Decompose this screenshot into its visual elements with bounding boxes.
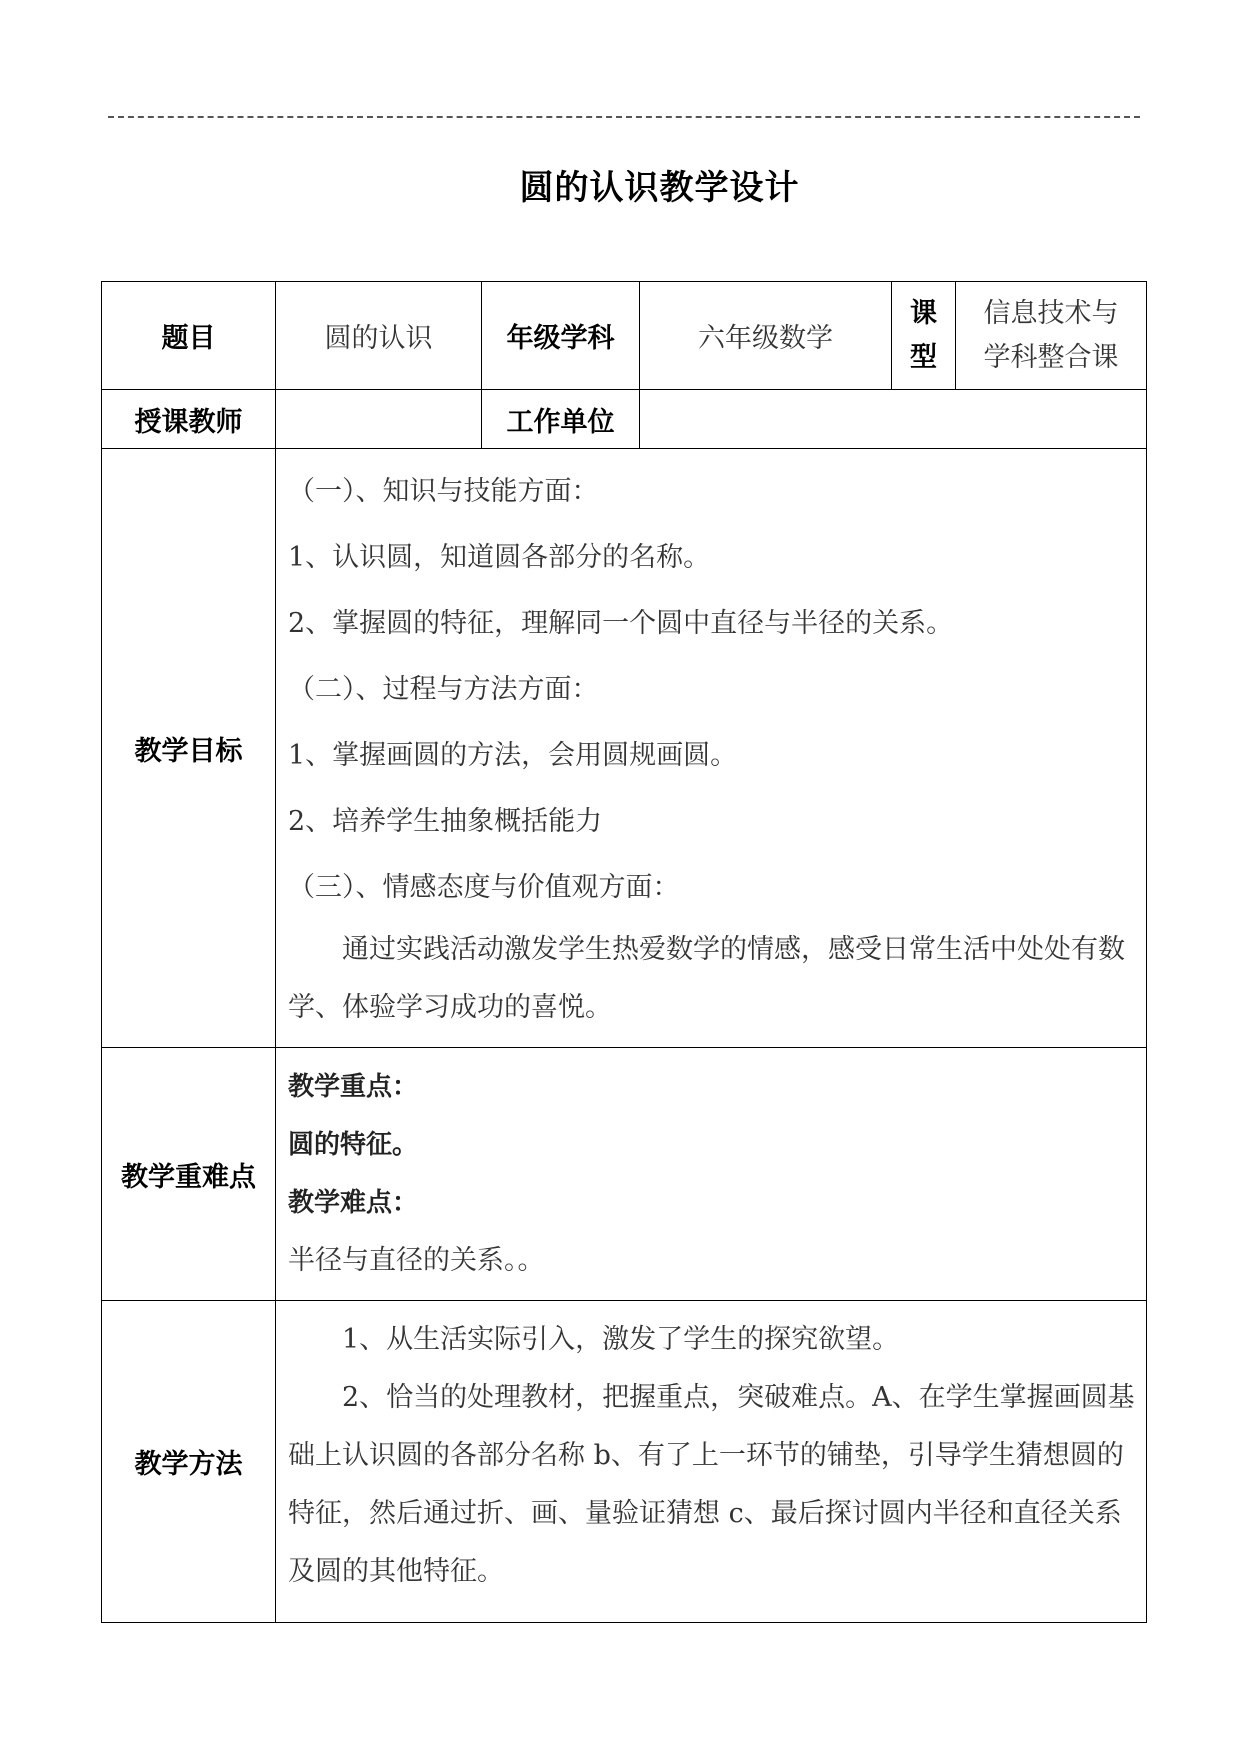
work-unit-value xyxy=(640,390,1147,449)
difficulty-text: 半径与直径的关系。。 xyxy=(288,1245,545,1276)
topic-value: 圆的认识 xyxy=(276,282,482,390)
objective-line: （一）、知识与技能方面： xyxy=(288,476,599,507)
objective-line: 1、掌握画圆的方法，会用圆规画圆。 xyxy=(288,740,738,771)
document-title: 圆的认识教学设计 xyxy=(519,168,800,208)
difficulty-heading: 教学难点： xyxy=(288,1188,419,1218)
teacher-value xyxy=(276,390,482,449)
table-row-methods xyxy=(102,1301,1147,1623)
lesson-type-value-line-2: 学科整合课 xyxy=(983,341,1119,373)
table-row-objectives xyxy=(102,449,1147,1048)
grade-subject-value: 六年级数学 xyxy=(640,282,892,390)
objective-paragraph: 通过实践活动激发学生热爱数学的情感，感受日常生活中处处有数学、体验学习成功的喜悦。 xyxy=(288,934,1125,1023)
work-unit-label: 工作单位 xyxy=(482,390,640,449)
objective-line: （二）、过程与方法方面： xyxy=(288,674,599,705)
objective-line: 2、掌握圆的特征，理解同一个圆中直径与半径的关系。 xyxy=(288,608,954,639)
top-dashed-divider xyxy=(108,116,1140,118)
table-row-teacher xyxy=(102,390,1147,449)
lesson-type-value xyxy=(956,282,1147,390)
key-points-label: 教学重难点 xyxy=(102,1048,276,1301)
teacher-label: 授课教师 xyxy=(102,390,276,449)
objectives-label: 教学目标 xyxy=(102,449,276,1048)
lesson-type-label-line-1: 课 xyxy=(910,297,937,329)
table-row-key-points xyxy=(102,1048,1147,1301)
lesson-type-label-line-2: 型 xyxy=(910,341,937,373)
method-paragraph-2: 2、恰当的处理教材，把握重点，突破难点。A、在学生掌握画圆基础上认识圆的各部分名称 b、有了上一环节的铺垫，引导学生猜想圆的特征，然后通过折、画、量验证猜想 c、最后探讨圆内半径和直径关系及圆的其他特征。 xyxy=(288,1382,1135,1587)
key-point-heading: 教学重点： xyxy=(288,1072,419,1102)
lesson-plan-table xyxy=(101,281,1147,1623)
objectives-content xyxy=(276,449,1147,1048)
lesson-type-value-line-1: 信息技术与 xyxy=(983,297,1119,329)
objective-line: （三）、情感态度与价值观方面： xyxy=(288,872,680,903)
objective-line: 2、培养学生抽象概括能力 xyxy=(288,806,603,837)
key-point-text: 圆的特征。 xyxy=(288,1130,419,1160)
method-paragraph-1: 1、从生活实际引入，激发了学生的探究欲望。 xyxy=(342,1324,900,1355)
lesson-type-label xyxy=(892,282,956,390)
methods-label: 教学方法 xyxy=(102,1301,276,1623)
objective-line: 1、认识圆，知道圆各部分的名称。 xyxy=(288,542,711,573)
methods-content xyxy=(276,1301,1147,1623)
grade-subject-label: 年级学科 xyxy=(482,282,640,390)
topic-label: 题目 xyxy=(102,282,276,390)
key-points-content xyxy=(276,1048,1147,1301)
table-row-header xyxy=(102,282,1147,390)
